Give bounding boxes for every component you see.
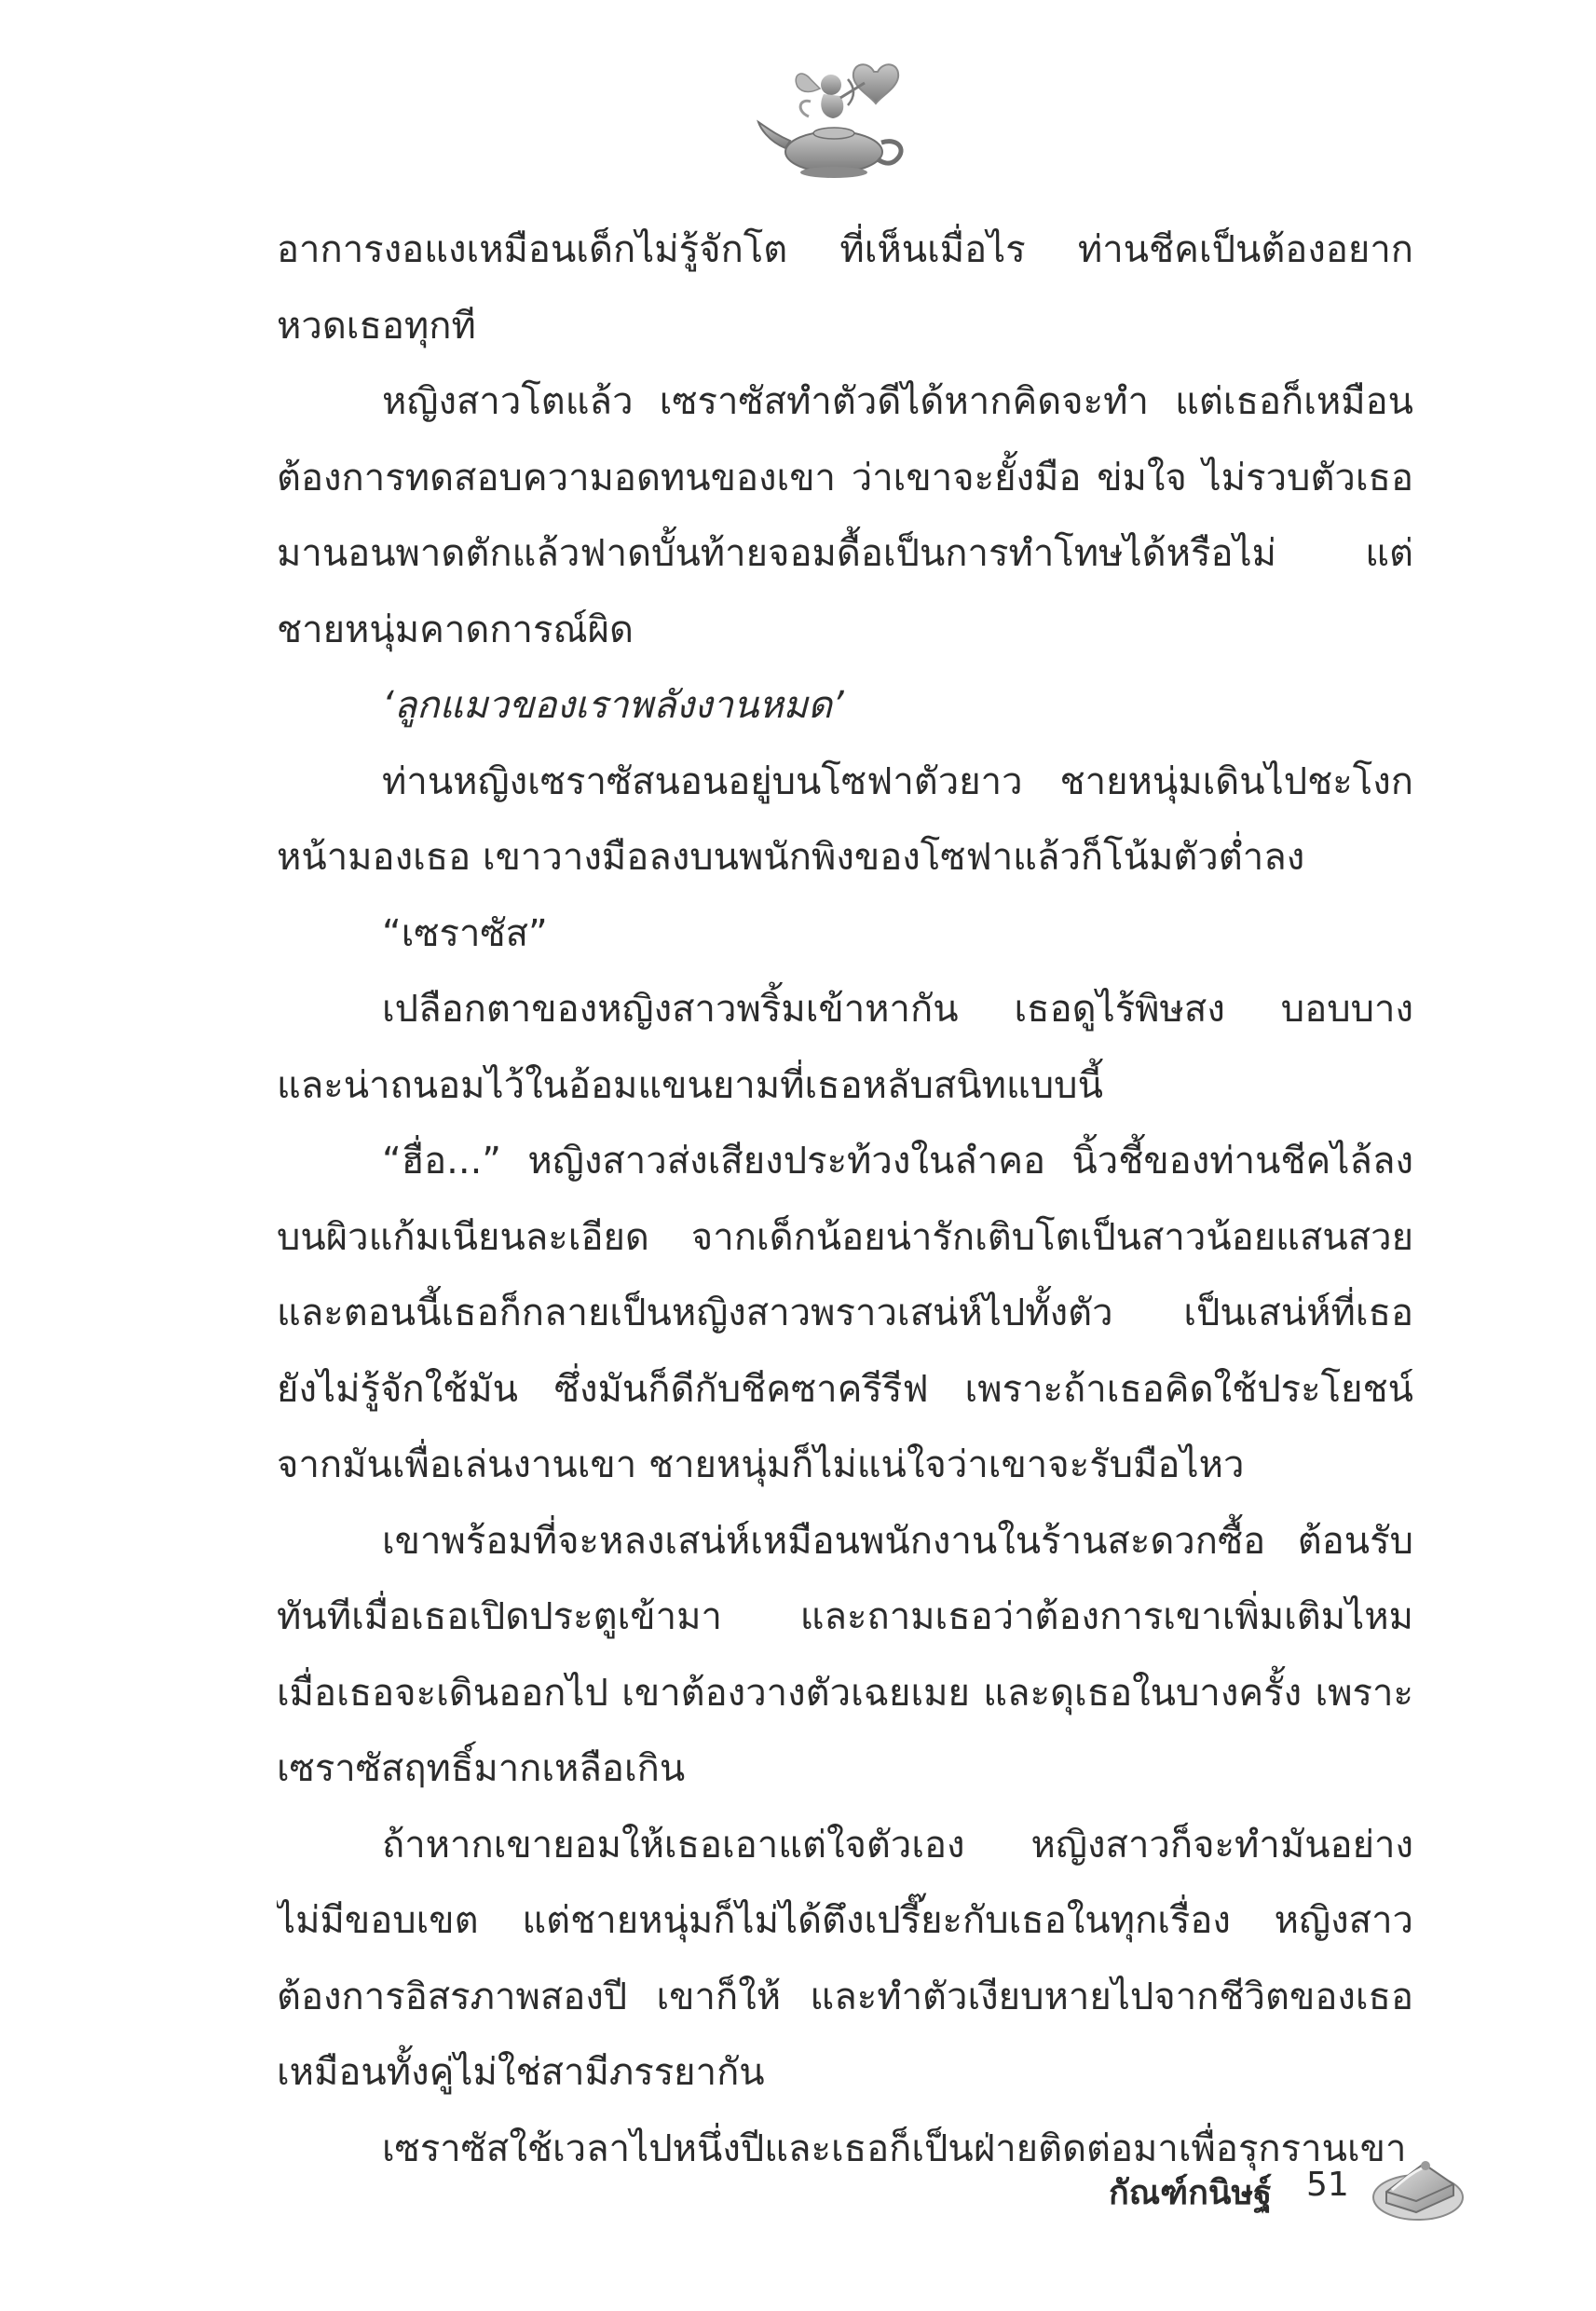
body-text bbox=[277, 212, 1413, 2187]
cupid-teapot-ornament-icon bbox=[755, 51, 913, 182]
text-line: เมื่อเธอจะเดินออกไป เขาต้องวางตัวเฉยเมย และดุเธอในบางครั้ง เพราะ bbox=[277, 1671, 1413, 1715]
text-line: และน่าถนอมไว้ในอ้อมแขนยามที่เธอหลับสนิทแบบนี้ bbox=[277, 1063, 1103, 1107]
text-line: เซราซัสฤทธิ์มากเหลือเกิน bbox=[277, 1747, 686, 1790]
text-line: เขาพร้อมที่จะหลงเสน่ห์เหมือนพนักงานในร้านสะดวกซื้อ ต้อนรับ bbox=[382, 1519, 1413, 1563]
text-line: หญิงสาวโตแล้ว เซราซัสทำตัวดีได้หากคิดจะทำ แต่เธอก็เหมือน bbox=[382, 380, 1413, 423]
text-line: “เซราซัส” bbox=[382, 911, 548, 955]
text-line: หน้ามองเธอ เขาวางมือลงบนพนักพิงของโซฟาแล้วก็โน้มตัวต่ำลง bbox=[277, 836, 1305, 879]
cake-slice-icon bbox=[1370, 2145, 1467, 2224]
book-title: กัณฑ์กนิษฐ์ bbox=[1109, 2174, 1273, 2212]
text-line: “ฮื่อ...” หญิงสาวส่งเสียงประท้วงในลำคอ นิ้วชี้ของท่านชีคไล้ลง bbox=[382, 1140, 1413, 1183]
text-line: เหมือนทั้งคู่ไม่ใช่สามีภรรยากัน bbox=[277, 2051, 765, 2094]
text-line: บนผิวแก้มเนียนละเอียด จากเด็กน้อยน่ารักเติบโตเป็นสาวน้อยแสนสวย bbox=[277, 1215, 1413, 1259]
page-footer bbox=[1099, 2143, 1472, 2236]
text-line: ไม่มีขอบเขต แต่ชายหนุ่มก็ไม่ได้ตึงเปรี๊ยะกับเธอในทุกเรื่อง หญิงสาว bbox=[277, 1899, 1413, 1942]
text-line: ชายหนุ่มคาดการณ์ผิด bbox=[277, 608, 634, 651]
text-line: ต้องการทดสอบความอดทนของเขา ว่าเขาจะยั้งมือ ข่มใจ ไม่รวบตัวเธอ bbox=[277, 456, 1413, 499]
text-line: อาการงอแงเหมือนเด็กไม่รู้จักโต ที่เห็นเมื่อไร ท่านชีคเป็นต้องอยาก bbox=[277, 228, 1413, 271]
text-line: เซราซัสใช้เวลาไปหนึ่งปีและเธอก็เป็นฝ่ายติดต่อมาเพื่อรุกรานเขา bbox=[382, 2126, 1407, 2170]
text-line: ท่านหญิงเซราซัสนอนอยู่บนโซฟาตัวยาว ชายหนุ่มเดินไปชะโงก bbox=[382, 759, 1413, 803]
text-line: ยังไม่รู้จักใช้มัน ซึ่งมันก็ดีกับชีคซาครีรีฟ เพราะถ้าเธอคิดใช้ประโยชน์ bbox=[277, 1367, 1413, 1411]
text-line: และตอนนี้เธอก็กลายเป็นหญิงสาวพราวเสน่ห์ไปทั้งตัว เป็นเสน่ห์ที่เธอ bbox=[277, 1292, 1413, 1334]
text-line: จากมันเพื่อเล่นงานเขา ชายหนุ่มก็ไม่แน่ใจว่าเขาจะรับมือไหว bbox=[277, 1443, 1245, 1486]
page-number: 51 bbox=[1306, 2166, 1349, 2204]
text-line: มานอนพาดตักแล้วฟาดบั้นท้ายจอมดื้อเป็นการทำโทษได้หรือไม่ แต่ bbox=[277, 532, 1413, 575]
text-line: หวดเธอทุกที bbox=[277, 304, 476, 348]
text-line: ถ้าหากเขายอมให้เธอเอาแต่ใจตัวเอง หญิงสาวก็จะทำมันอย่าง bbox=[382, 1823, 1413, 1867]
text-line: ต้องการอิสรภาพสองปี เขาก็ให้ และทำตัวเงียบหายไปจากชีวิตของเธอ bbox=[277, 1975, 1413, 2018]
text-line: เปลือกตาของหญิงสาวพริ้มเข้าหากัน เธอดูไร้พิษสง บอบบาง bbox=[382, 988, 1413, 1031]
text-line: ทันทีเมื่อเธอเปิดประตูเข้ามา และถามเธอว่าต้องการเขาเพิ่มเติมไหม bbox=[277, 1595, 1413, 1638]
text-line: ‘ลูกแมวของเราพลังงานหมด’ bbox=[382, 684, 844, 727]
